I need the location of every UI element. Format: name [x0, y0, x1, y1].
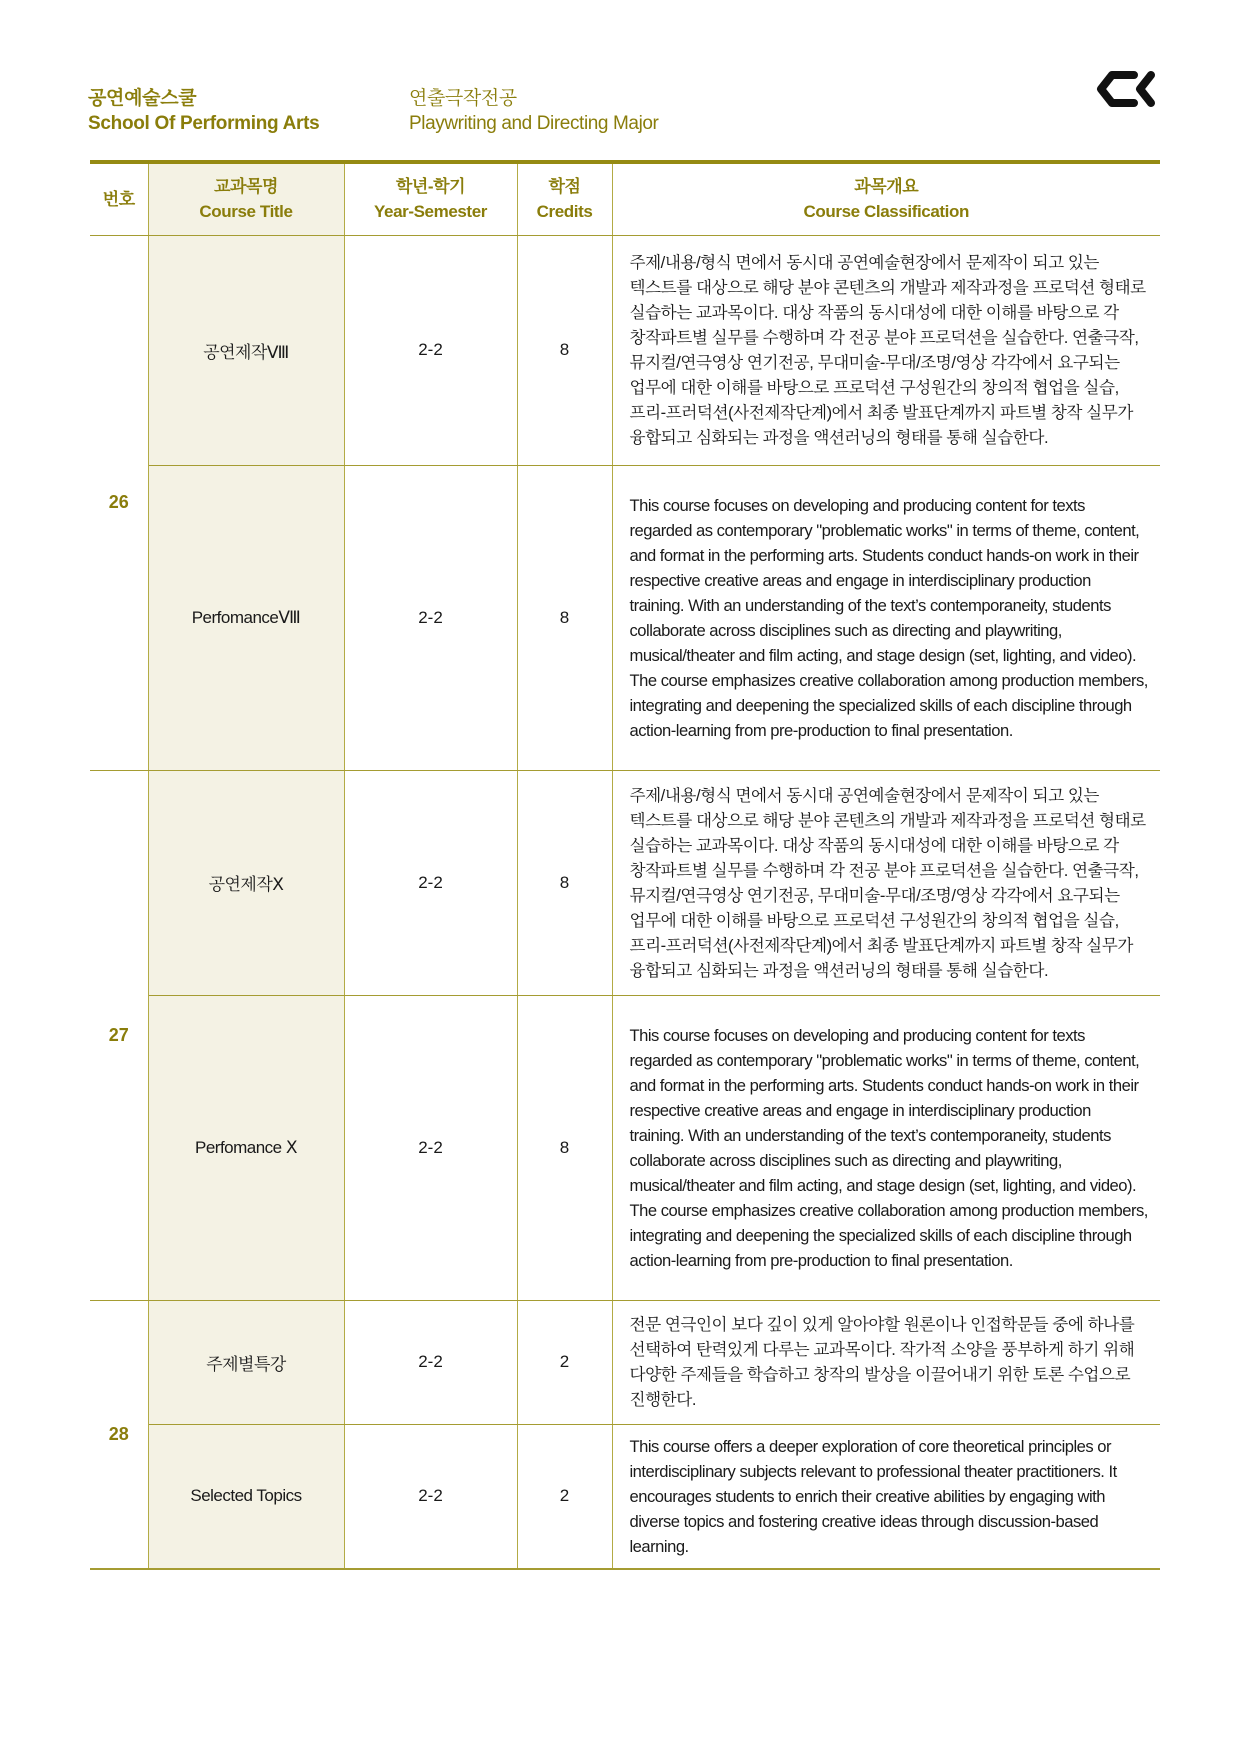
table-row	[90, 1424, 1160, 1569]
table-row	[90, 1300, 1160, 1424]
course-title: 공연제작Ⅹ	[148, 770, 344, 995]
school-name-ko: 공연예술스쿨	[88, 88, 197, 109]
col-header-title-ko: 교과목명	[213, 177, 279, 197]
col-header-year-ko: 학년-학기	[395, 177, 466, 197]
col-header-classification	[612, 162, 1160, 235]
major-heading	[409, 86, 658, 136]
course-title: Perfomance Ⅹ	[148, 995, 344, 1300]
course-title: 주제별특강	[148, 1300, 344, 1424]
major-name-en: Playwriting and Directing Major	[409, 113, 659, 134]
year-semester: 2-2	[344, 1300, 517, 1424]
credits: 8	[517, 770, 612, 995]
col-header-number: 번호	[90, 162, 148, 235]
credits: 2	[517, 1300, 612, 1424]
col-header-desc-en: Course Classification	[803, 202, 969, 222]
major-name-ko: 연출극작전공	[409, 88, 517, 109]
year-semester: 2-2	[344, 235, 517, 465]
col-header-credits-ko: 학점	[548, 177, 581, 197]
course-table	[90, 160, 1160, 1570]
col-header-credits-en: Credits	[536, 202, 593, 222]
col-header-year-en: Year-Semester	[374, 202, 487, 222]
course-title: 공연제작Ⅷ	[148, 235, 344, 465]
col-header-desc-ko: 과목개요	[854, 177, 919, 197]
year-semester: 2-2	[344, 995, 517, 1300]
year-semester: 2-2	[344, 465, 517, 770]
year-semester: 2-2	[344, 770, 517, 995]
course-description: This course focuses on developing and producing content for texts regarded as contemporary "problematic works" in terms of theme, content, and format in the performing arts. Students conduct hands-on work in their respective creative areas and engage in interdisciplinary production training. With an understanding of the text’s contemporaneity, students collaborate across disciplines such as directing and playwriting, musical/theater and film acting, and stage design (set, lighting, and video). The course emphasizes creative collaboration among production members, integrating and deepening the specialized skills of each discipline through action-learning from pre-production to final presentation.	[612, 995, 1160, 1300]
col-header-credits	[517, 162, 612, 235]
table-row	[90, 235, 1160, 465]
table-row	[90, 995, 1160, 1300]
year-semester: 2-2	[344, 1424, 517, 1569]
course-number: 26	[90, 235, 148, 770]
course-description: This course focuses on developing and producing content for texts regarded as contemporary "problematic works" in terms of theme, content, and format in the performing arts. Students conduct hands-on work in their respective creative areas and engage in interdisciplinary production training. With an understanding of the text’s contemporaneity, students collaborate across disciplines such as directing and playwriting, musical/theater and film acting, and stage design (set, lighting, and video). The course emphasizes creative collaboration among production members, integrating and deepening the specialized skills of each discipline through action-learning from pre-production to final presentation.	[612, 465, 1160, 770]
table-row	[90, 465, 1160, 770]
table-header-row	[90, 162, 1160, 235]
school-heading	[88, 86, 319, 136]
col-header-course-title	[148, 162, 344, 235]
credits: 8	[517, 465, 612, 770]
course-title: Selected Topics	[148, 1424, 344, 1569]
course-number: 27	[90, 770, 148, 1300]
course-description: 주제/내용/형식 면에서 동시대 공연예술현장에서 문제작이 되고 있는 텍스트를 대상으로 해당 분야 콘텐츠의 개발과 제작과정을 프로덕션 형태로 실습하는 교과목이다. 대상 작품의 동시대성에 대한 이해를 바탕으로 각 창작파트별 실무를 수행하며 각 전공 분야 프로덕션을 실습한다. 연출극작, 뮤지컬/연극영상 연기전공, 무대미술-무대/조명/영상 각각에서 요구되는 업무에 대한 이해를 바탕으로 프로덕션 구성원간의 창의적 협업을 실습, 프리-프러덕션(사전제작단계)에서 최종 발표단계까지 파트별 창작 실무가 융합되고 심화되는 과정을 액션러닝의 형태를 통해 실습한다.	[612, 235, 1160, 465]
credits: 8	[517, 235, 612, 465]
course-description: 전문 연극인이 보다 깊이 있게 알아야할 원론이나 인접학문들 중에 하나를 선택하여 탄력있게 다루는 교과목이다. 작가적 소양을 풍부하게 하기 위해 다양한 주제들을 학습하고 창작의 발상을 이끌어내기 위한 토론 수업으로 진행한다.	[612, 1300, 1160, 1424]
school-name-en: School Of Performing Arts	[88, 113, 320, 134]
course-description: This course offers a deeper exploration of core theoretical principles or interdisciplinary subjects relevant to professional theater practitioners. It encourages students to enrich their creative abilities by engaging with diverse topics and fostering creative ideas through discussion-based learning.	[612, 1424, 1160, 1569]
course-description: 주제/내용/형식 면에서 동시대 공연예술현장에서 문제작이 되고 있는 텍스트를 대상으로 해당 분야 콘텐츠의 개발과 제작과정을 프로덕션 형태로 실습하는 교과목이다. 대상 작품의 동시대성에 대한 이해를 바탕으로 각 창작파트별 실무를 수행하며 각 전공 분야 프로덕션을 실습한다. 연출극작, 뮤지컬/연극영상 연기전공, 무대미술-무대/조명/영상 각각에서 요구되는 업무에 대한 이해를 바탕으로 프로덕션 구성원간의 창의적 협업을 실습, 프리-프러덕션(사전제작단계)에서 최종 발표단계까지 파트별 창작 실무가 융합되고 심화되는 과정을 액션러닝의 형태를 통해 실습한다.	[612, 770, 1160, 995]
col-header-title-en: Course Title	[199, 202, 293, 222]
col-header-year-semester	[344, 162, 517, 235]
table-row	[90, 770, 1160, 995]
course-title: PerfomanceⅧ	[148, 465, 344, 770]
course-number: 28	[90, 1300, 148, 1569]
credits: 2	[517, 1424, 612, 1569]
ck-logo-icon	[1094, 68, 1158, 110]
credits: 8	[517, 995, 612, 1300]
